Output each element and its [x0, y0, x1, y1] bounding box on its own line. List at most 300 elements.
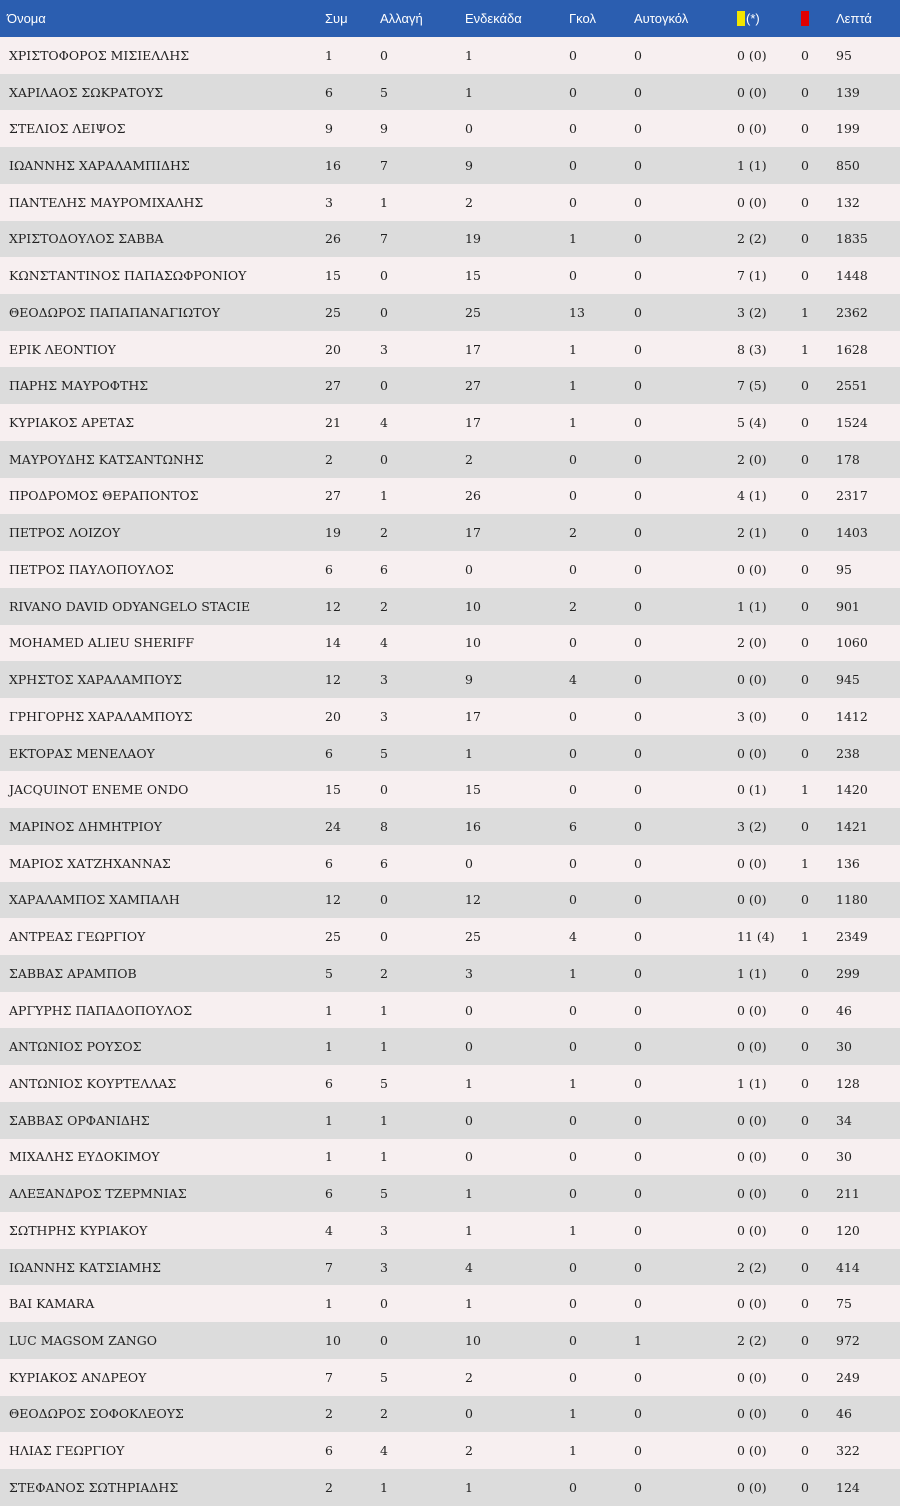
player-name[interactable]: ΠΕΤΡΟΣ ΛΟΙΖΟΥ — [9, 525, 121, 541]
player-lineup: 1 — [465, 1479, 473, 1495]
table-row — [0, 147, 900, 184]
player-subs: 1 — [380, 194, 388, 210]
player-name[interactable]: MOHAMED ALIEU SHERIFF — [9, 635, 195, 651]
player-lineup: 1 — [465, 1222, 473, 1238]
player-goals: 0 — [569, 488, 577, 504]
header-apps[interactable]: Συμ — [325, 11, 348, 26]
player-subs: 6 — [380, 561, 388, 577]
player-goals: 0 — [569, 451, 577, 467]
player-minutes: 199 — [836, 121, 860, 137]
player-name[interactable]: ΑΝΤΡΕΑΣ ΓΕΩΡΓΙΟΥ — [9, 929, 146, 945]
player-apps: 6 — [325, 84, 333, 100]
table-row — [0, 74, 900, 111]
table-row — [0, 257, 900, 294]
player-goals: 1 — [569, 1443, 577, 1459]
player-yellow-cards: 1 (1) — [737, 598, 767, 614]
player-red-cards: 0 — [801, 415, 809, 431]
player-apps: 1 — [325, 47, 333, 63]
header-yellow-label: (*) — [746, 11, 760, 26]
player-red-cards: 0 — [801, 1222, 809, 1238]
player-own-goals: 0 — [634, 561, 642, 577]
table-row — [0, 1285, 900, 1322]
player-apps: 6 — [325, 855, 333, 871]
player-minutes: 1403 — [836, 525, 868, 541]
player-red-cards: 0 — [801, 1406, 809, 1422]
table-row — [0, 955, 900, 992]
player-name[interactable]: ΣΤΕΦΑΝΟΣ ΣΩΤΗΡΙΑΔΗΣ — [9, 1479, 179, 1495]
player-goals: 0 — [569, 84, 577, 100]
player-yellow-cards: 0 (0) — [737, 1443, 767, 1459]
player-yellow-cards: 0 (0) — [737, 1112, 767, 1128]
player-goals: 2 — [569, 525, 577, 541]
player-goals: 1 — [569, 231, 577, 247]
player-red-cards: 0 — [801, 1296, 809, 1312]
player-name[interactable]: ΜΑΥΡΟΥΔΗΣ ΚΑΤΣΑΝΤΩΝΗΣ — [9, 451, 204, 467]
player-minutes: 139 — [836, 84, 860, 100]
player-lineup: 0 — [465, 121, 473, 137]
player-name[interactable]: ΑΝΤΩΝΙΟΣ ΚΟΥΡΤΕΛΛΑΣ — [9, 1075, 177, 1091]
header-subs[interactable]: Αλλαγή — [380, 11, 423, 26]
player-red-cards: 0 — [801, 1369, 809, 1385]
player-yellow-cards: 7 (1) — [737, 268, 767, 284]
table-row — [0, 1396, 900, 1433]
player-lineup: 1 — [465, 1186, 473, 1202]
player-red-cards: 0 — [801, 892, 809, 908]
player-yellow-cards: 2 (0) — [737, 635, 767, 651]
header-yellow-cards[interactable] — [737, 11, 801, 26]
player-subs: 5 — [380, 84, 388, 100]
player-red-cards: 0 — [801, 745, 809, 761]
player-name[interactable]: ΑΡΓΥΡΗΣ ΠΑΠΑΔΟΠΟΥΛΟΣ — [9, 1002, 193, 1018]
player-yellow-cards: 3 (0) — [737, 708, 767, 724]
player-lineup: 17 — [465, 341, 481, 357]
player-apps: 6 — [325, 745, 333, 761]
player-goals: 0 — [569, 561, 577, 577]
player-own-goals: 0 — [634, 304, 642, 320]
player-own-goals: 0 — [634, 708, 642, 724]
table-row — [0, 661, 900, 698]
table-row — [0, 845, 900, 882]
player-lineup: 1 — [465, 1075, 473, 1091]
player-name[interactable]: JACQUINOT ENEME ONDO — [9, 782, 189, 798]
player-goals: 0 — [569, 194, 577, 210]
player-lineup: 1 — [465, 1296, 473, 1312]
player-subs: 2 — [380, 965, 388, 981]
player-apps: 1 — [325, 1296, 333, 1312]
header-red-cards[interactable] — [801, 11, 836, 26]
player-subs: 5 — [380, 1186, 388, 1202]
player-goals: 4 — [569, 929, 577, 945]
player-lineup: 0 — [465, 1112, 473, 1128]
table-body — [0, 37, 900, 1506]
player-own-goals: 0 — [634, 1443, 642, 1459]
table-row — [0, 37, 900, 74]
player-yellow-cards: 0 (0) — [737, 745, 767, 761]
player-yellow-cards: 0 (0) — [737, 1296, 767, 1312]
player-own-goals: 1 — [634, 1333, 642, 1349]
player-lineup: 10 — [465, 635, 481, 651]
red-card-icon — [801, 11, 809, 26]
player-minutes: 2317 — [836, 488, 868, 504]
player-goals: 0 — [569, 892, 577, 908]
player-yellow-cards: 2 (2) — [737, 231, 767, 247]
player-apps: 25 — [325, 304, 341, 320]
player-name[interactable]: RIVANO DAVID ODYANGELO STACIE — [9, 598, 251, 614]
player-minutes: 34 — [836, 1112, 852, 1128]
player-lineup: 0 — [465, 1002, 473, 1018]
player-lineup: 0 — [465, 561, 473, 577]
player-lineup: 15 — [465, 782, 481, 798]
player-apps: 27 — [325, 488, 341, 504]
player-apps: 2 — [325, 1406, 333, 1422]
table-row — [0, 1212, 900, 1249]
player-lineup: 3 — [465, 965, 473, 981]
player-red-cards: 0 — [801, 635, 809, 651]
player-red-cards: 0 — [801, 231, 809, 247]
player-name[interactable]: ΚΩΝΣΤΑΝΤΙΝΟΣ ΠΑΠΑΣΩΦΡΟΝΙΟΥ — [9, 268, 247, 284]
header-minutes[interactable]: Λεπτά — [836, 11, 872, 26]
player-name[interactable]: ΠΕΤΡΟΣ ΠΑΥΛΟΠΟΥΛΟΣ — [9, 561, 174, 577]
player-yellow-cards: 0 (0) — [737, 1039, 767, 1055]
player-apps: 1 — [325, 1039, 333, 1055]
player-apps: 24 — [325, 818, 341, 834]
player-subs: 8 — [380, 818, 388, 834]
player-red-cards: 0 — [801, 47, 809, 63]
player-apps: 25 — [325, 929, 341, 945]
table-row — [0, 404, 900, 441]
player-subs: 5 — [380, 745, 388, 761]
player-minutes: 128 — [836, 1075, 860, 1091]
player-lineup: 25 — [465, 929, 481, 945]
player-apps: 26 — [325, 231, 341, 247]
player-subs: 4 — [380, 415, 388, 431]
player-name[interactable]: ΘΕΟΔΩΡΟΣ ΣΟΦΟΚΛΕΟΥΣ — [9, 1406, 184, 1422]
table-row — [0, 771, 900, 808]
player-minutes: 850 — [836, 158, 860, 174]
player-own-goals: 0 — [634, 672, 642, 688]
player-minutes: 120 — [836, 1222, 860, 1238]
player-own-goals: 0 — [634, 47, 642, 63]
table-header — [0, 0, 900, 37]
player-apps: 9 — [325, 121, 333, 137]
player-minutes: 1180 — [836, 892, 868, 908]
player-apps: 21 — [325, 415, 341, 431]
player-apps: 12 — [325, 892, 341, 908]
player-name[interactable]: ΧΑΡΙΛΑΟΣ ΣΩΚΡΑΤΟΥΣ — [9, 84, 164, 100]
player-name[interactable]: ΣΤΕΛΙΟΣ ΛΕΙΨΟΣ — [9, 121, 126, 137]
player-name[interactable]: ΧΡΙΣΤΟΔΟΥΛΟΣ ΣΑΒΒΑ — [9, 231, 164, 247]
player-own-goals: 0 — [634, 1222, 642, 1238]
player-lineup: 15 — [465, 268, 481, 284]
table-row — [0, 1102, 900, 1139]
player-name[interactable]: ΑΛΕΞΑΝΔΡΟΣ ΤΖΕΡΜΝΙΑΣ — [9, 1186, 187, 1202]
player-own-goals: 0 — [634, 488, 642, 504]
player-subs: 0 — [380, 47, 388, 63]
player-name[interactable]: ΓΡΗΓΟΡΗΣ ΧΑΡΑΛΑΜΠΟΥΣ — [9, 708, 193, 724]
player-minutes: 2362 — [836, 304, 868, 320]
player-goals: 0 — [569, 268, 577, 284]
player-apps: 14 — [325, 635, 341, 651]
player-own-goals: 0 — [634, 415, 642, 431]
player-yellow-cards: 0 (0) — [737, 121, 767, 137]
player-lineup: 4 — [465, 1259, 473, 1275]
player-own-goals: 0 — [634, 231, 642, 247]
player-own-goals: 0 — [634, 1112, 642, 1128]
player-apps: 15 — [325, 268, 341, 284]
player-red-cards: 0 — [801, 525, 809, 541]
player-yellow-cards: 2 (2) — [737, 1259, 767, 1275]
player-own-goals: 0 — [634, 451, 642, 467]
player-goals: 1 — [569, 341, 577, 357]
player-yellow-cards: 1 (1) — [737, 965, 767, 981]
player-goals: 0 — [569, 1186, 577, 1202]
player-apps: 6 — [325, 561, 333, 577]
player-yellow-cards: 1 (1) — [737, 158, 767, 174]
table-row — [0, 808, 900, 845]
player-apps: 12 — [325, 672, 341, 688]
player-name[interactable]: ΠΑΡΗΣ ΜΑΥΡΟΦΤΗΣ — [9, 378, 149, 394]
player-red-cards: 0 — [801, 1112, 809, 1128]
player-name[interactable]: ΜΙΧΑΛΗΣ ΕΥΔΟΚΙΜΟΥ — [9, 1149, 160, 1165]
table-row — [0, 588, 900, 625]
player-subs: 1 — [380, 1039, 388, 1055]
player-lineup: 17 — [465, 708, 481, 724]
player-name[interactable]: ΣΑΒΒΑΣ ΑΡΑΜΠΟΒ — [9, 965, 137, 981]
player-red-cards: 0 — [801, 378, 809, 394]
player-goals: 0 — [569, 855, 577, 871]
player-minutes: 249 — [836, 1369, 860, 1385]
table-row — [0, 1065, 900, 1102]
table-row — [0, 1322, 900, 1359]
player-name[interactable]: ΧΡΙΣΤΟΦΟΡΟΣ ΜΙΣΙΕΛΛΗΣ — [9, 47, 190, 63]
player-subs: 3 — [380, 1222, 388, 1238]
player-red-cards: 0 — [801, 1443, 809, 1459]
player-goals: 6 — [569, 818, 577, 834]
player-red-cards: 0 — [801, 121, 809, 137]
player-goals: 0 — [569, 1259, 577, 1275]
player-name[interactable]: LUC MAGSOM ZANGO — [9, 1333, 157, 1349]
player-own-goals: 0 — [634, 194, 642, 210]
player-yellow-cards: 3 (2) — [737, 818, 767, 834]
player-name[interactable]: ΧΡΗΣΤΟΣ ΧΑΡΑΛΑΜΠΟΥΣ — [9, 672, 182, 688]
player-red-cards: 0 — [801, 1149, 809, 1165]
table-row — [0, 1028, 900, 1065]
player-name[interactable]: ΕΡΙΚ ΛΕΟΝΤΙΟΥ — [9, 341, 116, 357]
player-name[interactable]: ΠΡΟΔΡΟΜΟΣ ΘΕΡΑΠΟΝΤΟΣ — [9, 488, 199, 504]
table-row — [0, 331, 900, 368]
table-row — [0, 478, 900, 515]
player-yellow-cards: 0 (0) — [737, 855, 767, 871]
player-goals: 1 — [569, 415, 577, 431]
player-name[interactable]: ΙΩΑΝΝΗΣ ΧΑΡΑΛΑΜΠΙΔΗΣ — [9, 158, 190, 174]
player-apps: 15 — [325, 782, 341, 798]
player-goals: 0 — [569, 1112, 577, 1128]
player-own-goals: 0 — [634, 1149, 642, 1165]
table-row — [0, 1175, 900, 1212]
player-lineup: 9 — [465, 672, 473, 688]
player-lineup: 16 — [465, 818, 481, 834]
player-lineup: 19 — [465, 231, 481, 247]
player-red-cards: 0 — [801, 1333, 809, 1349]
player-own-goals: 0 — [634, 1186, 642, 1202]
player-goals: 1 — [569, 1075, 577, 1091]
player-name[interactable]: ΚΥΡΙΑΚΟΣ ΑΡΕΤΑΣ — [9, 415, 135, 431]
player-yellow-cards: 0 (0) — [737, 194, 767, 210]
player-yellow-cards: 0 (0) — [737, 561, 767, 577]
header-own-goals[interactable]: Αυτογκόλ — [634, 11, 689, 26]
player-goals: 0 — [569, 1479, 577, 1495]
player-minutes: 124 — [836, 1479, 860, 1495]
player-apps: 6 — [325, 1443, 333, 1459]
player-name[interactable]: ΙΩΑΝΝΗΣ ΚΑΤΣΙΑΜΗΣ — [9, 1259, 161, 1275]
player-own-goals: 0 — [634, 1002, 642, 1018]
player-yellow-cards: 0 (0) — [737, 84, 767, 100]
player-minutes: 2551 — [836, 378, 868, 394]
player-name[interactable]: ΣΩΤΗΡΗΣ ΚΥΡΙΑΚΟΥ — [9, 1222, 148, 1238]
player-yellow-cards: 2 (0) — [737, 451, 767, 467]
player-red-cards: 1 — [801, 341, 809, 357]
player-minutes: 238 — [836, 745, 860, 761]
player-lineup: 0 — [465, 1039, 473, 1055]
player-red-cards: 0 — [801, 1075, 809, 1091]
player-red-cards: 0 — [801, 1186, 809, 1202]
player-minutes: 1448 — [836, 268, 868, 284]
player-goals: 0 — [569, 121, 577, 137]
player-name[interactable]: ΣΑΒΒΑΣ ΟΡΦΑΝΙΔΗΣ — [9, 1112, 150, 1128]
table-row — [0, 110, 900, 147]
player-goals: 0 — [569, 1369, 577, 1385]
player-apps: 6 — [325, 1075, 333, 1091]
player-yellow-cards: 0 (0) — [737, 47, 767, 63]
player-red-cards: 0 — [801, 488, 809, 504]
player-apps: 5 — [325, 965, 333, 981]
player-own-goals: 0 — [634, 1075, 642, 1091]
player-name[interactable]: ΠΑΝΤΕΛΗΣ ΜΑΥΡΟΜΙΧΑΛΗΣ — [9, 194, 204, 210]
table-row — [0, 1249, 900, 1286]
player-subs: 0 — [380, 892, 388, 908]
player-subs: 7 — [380, 158, 388, 174]
player-goals: 1 — [569, 965, 577, 981]
player-goals: 0 — [569, 708, 577, 724]
player-minutes: 30 — [836, 1149, 852, 1165]
player-name[interactable]: ΑΝΤΩΝΙΟΣ ΡΟΥΣΟΣ — [9, 1039, 142, 1055]
player-minutes: 46 — [836, 1002, 852, 1018]
player-subs: 1 — [380, 488, 388, 504]
player-minutes: 178 — [836, 451, 860, 467]
player-name[interactable]: ΧΑΡΑΛΑΜΠΟΣ ΧΑΜΠΑΛΗ — [9, 892, 180, 908]
player-yellow-cards: 0 (0) — [737, 1222, 767, 1238]
player-lineup: 10 — [465, 598, 481, 614]
player-red-cards: 0 — [801, 561, 809, 577]
table-row — [0, 625, 900, 662]
player-minutes: 972 — [836, 1333, 860, 1349]
header-goals[interactable]: Γκολ — [569, 11, 596, 26]
table-row — [0, 184, 900, 221]
player-red-cards: 0 — [801, 1479, 809, 1495]
player-subs: 3 — [380, 1259, 388, 1275]
player-subs: 3 — [380, 708, 388, 724]
player-own-goals: 0 — [634, 598, 642, 614]
player-own-goals: 0 — [634, 782, 642, 798]
player-minutes: 30 — [836, 1039, 852, 1055]
header-name[interactable]: Όνομα — [7, 11, 46, 26]
player-subs: 4 — [380, 1443, 388, 1459]
player-minutes: 136 — [836, 855, 860, 871]
player-own-goals: 0 — [634, 525, 642, 541]
player-red-cards: 0 — [801, 672, 809, 688]
table-row — [0, 514, 900, 551]
player-yellow-cards: 0 (0) — [737, 1002, 767, 1018]
player-lineup: 26 — [465, 488, 481, 504]
table-row — [0, 1139, 900, 1176]
player-lineup: 1 — [465, 47, 473, 63]
player-lineup: 12 — [465, 892, 481, 908]
player-subs: 3 — [380, 672, 388, 688]
player-apps: 1 — [325, 1002, 333, 1018]
player-subs: 5 — [380, 1369, 388, 1385]
player-name[interactable]: ΗΛΙΑΣ ΓΕΩΡΓΙΟΥ — [9, 1443, 125, 1459]
player-yellow-cards: 0 (0) — [737, 1406, 767, 1422]
player-goals: 1 — [569, 1222, 577, 1238]
player-own-goals: 0 — [634, 1296, 642, 1312]
player-own-goals: 0 — [634, 965, 642, 981]
player-apps: 12 — [325, 598, 341, 614]
player-red-cards: 0 — [801, 965, 809, 981]
player-lineup: 17 — [465, 525, 481, 541]
player-red-cards: 1 — [801, 782, 809, 798]
player-minutes: 1412 — [836, 708, 868, 724]
player-own-goals: 0 — [634, 818, 642, 834]
player-goals: 0 — [569, 1296, 577, 1312]
player-name[interactable]: ΕΚΤΟΡΑΣ ΜΕΝΕΛΑΟΥ — [9, 745, 155, 761]
player-apps: 6 — [325, 1186, 333, 1202]
player-name[interactable]: ΜΑΡΙΟΣ ΧΑΤΖΗΧΑΝΝΑΣ — [9, 855, 171, 871]
player-lineup: 10 — [465, 1333, 481, 1349]
player-red-cards: 0 — [801, 451, 809, 467]
player-subs: 0 — [380, 1296, 388, 1312]
table-row — [0, 367, 900, 404]
player-minutes: 75 — [836, 1296, 852, 1312]
player-subs: 0 — [380, 378, 388, 394]
player-name[interactable]: BAI KAMARA — [9, 1296, 95, 1312]
player-name[interactable]: ΚΥΡΙΑΚΟΣ ΑΝΔΡΕΟΥ — [9, 1369, 147, 1385]
table-row — [0, 221, 900, 258]
player-lineup: 1 — [465, 745, 473, 761]
player-subs: 0 — [380, 929, 388, 945]
player-subs: 1 — [380, 1002, 388, 1018]
player-lineup: 17 — [465, 415, 481, 431]
player-name[interactable]: ΜΑΡΙΝΟΣ ΔΗΜΗΤΡΙΟΥ — [9, 818, 162, 834]
header-lineup[interactable]: Ενδεκάδα — [465, 11, 522, 26]
player-red-cards: 1 — [801, 855, 809, 871]
player-yellow-cards: 2 (1) — [737, 525, 767, 541]
player-goals: 0 — [569, 1039, 577, 1055]
player-yellow-cards: 11 (4) — [737, 929, 775, 945]
table-row — [0, 1359, 900, 1396]
player-yellow-cards: 2 (2) — [737, 1333, 767, 1349]
player-apps: 2 — [325, 451, 333, 467]
player-red-cards: 0 — [801, 158, 809, 174]
player-goals: 0 — [569, 745, 577, 761]
player-own-goals: 0 — [634, 635, 642, 651]
player-goals: 0 — [569, 635, 577, 651]
player-minutes: 1524 — [836, 415, 868, 431]
player-name[interactable]: ΘΕΟΔΩΡΟΣ ΠΑΠΑΠΑΝΑΓΙΩΤΟΥ — [9, 304, 221, 320]
player-lineup: 2 — [465, 1443, 473, 1459]
player-subs: 0 — [380, 782, 388, 798]
player-lineup: 27 — [465, 378, 481, 394]
player-yellow-cards: 0 (0) — [737, 1479, 767, 1495]
